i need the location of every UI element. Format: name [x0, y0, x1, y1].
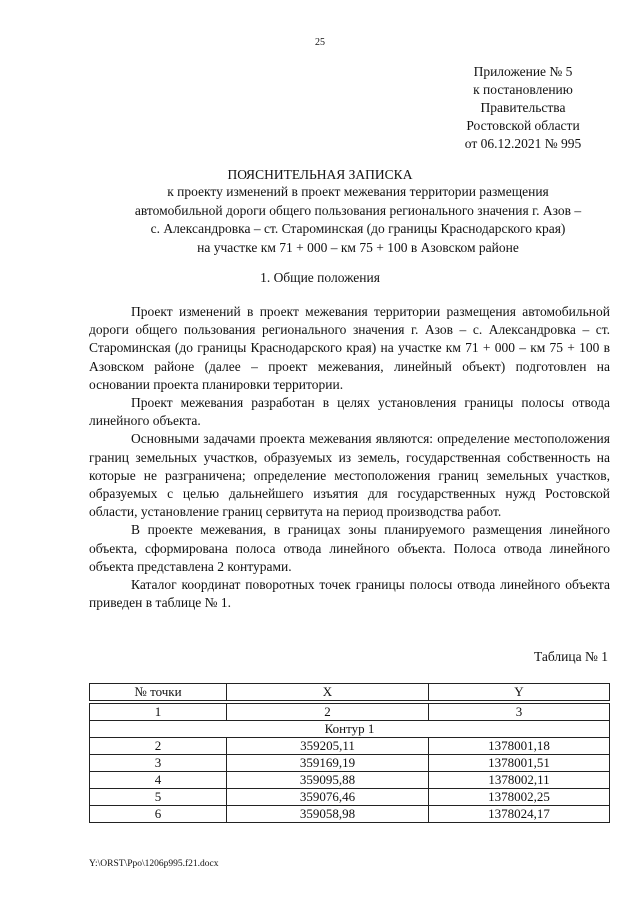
body-text: [89, 303, 610, 612]
paragraph: В проекте межевания, в границах зоны планируемого размещения линейного объекта, сформирована полоса отвода линейного объекта. Полоса отвода линейного объекта представлена 2 контурами.: [89, 522, 610, 574]
header-x: X: [227, 684, 429, 701]
y-cell: 1378002,11: [429, 772, 610, 789]
paragraph: Проект изменений в проект межевания территории размещения автомобильной дороги общего пользования регионального значения г. Азов – с. Александровка – ст. Староминская (до границы Краснодарского края) на участке км 71 + 000 – км 75 + 100 в Азовском районе (далее – проект межевания, линейный объект) подготовлен на основании проекта планировки территории.: [89, 304, 610, 392]
table-row: [90, 755, 610, 772]
point-number-cell: 3: [90, 755, 227, 772]
point-number-cell: 6: [90, 806, 227, 823]
table-row: [90, 789, 610, 806]
x-cell: 359076,46: [227, 789, 429, 806]
header-y: Y: [429, 684, 610, 701]
x-cell: 359095,88: [227, 772, 429, 789]
appendix-line: Ростовской области: [466, 118, 580, 133]
file-path-footer: Y:\ORST\Ppo\1206p995.f21.docx: [89, 859, 219, 869]
subtitle-line: на участке км 71 + 000 – км 75 + 100 в Азовском районе: [197, 239, 519, 255]
contour-row: [90, 721, 610, 738]
point-number-cell: 4: [90, 772, 227, 789]
contour-label: Контур 1: [90, 721, 610, 738]
table-row: [90, 738, 610, 755]
point-number-cell: 5: [90, 789, 227, 806]
point-number-cell: 2: [90, 738, 227, 755]
y-cell: 1378002,25: [429, 789, 610, 806]
appendix-line: от 06.12.2021 № 995: [464, 136, 582, 151]
table-row: [90, 806, 610, 823]
section-heading: 1. Общие положения: [260, 270, 380, 285]
coordinates-table: [89, 683, 610, 823]
table-caption: Таблица № 1: [534, 649, 608, 664]
x-cell: 359169,19: [227, 755, 429, 772]
appendix-block: [448, 63, 598, 153]
header-point-number: № точки: [90, 684, 227, 701]
numbering-cell: 1: [90, 704, 227, 721]
document-subtitle: [0, 183, 640, 257]
appendix-line: Приложение № 5: [473, 64, 573, 79]
table-row: [90, 772, 610, 789]
y-cell: 1378024,17: [429, 806, 610, 823]
page-number: 25: [315, 37, 325, 48]
paragraph: Проект межевания разработан в целях установления границы полосы отвода линейного объекта.: [89, 395, 610, 429]
subtitle-line: автомобильной дороги общего пользования регионального значения г. Азов –: [134, 202, 582, 218]
table-numbering-row: [90, 704, 610, 721]
document-title: ПОЯСНИТЕЛЬНАЯ ЗАПИСКА: [227, 167, 413, 182]
subtitle-line: с. Александровка – ст. Староминская (до границы Краснодарского края): [150, 221, 566, 237]
subtitle-line: к проекту изменений в проект межевания территории размещения: [167, 184, 549, 199]
paragraph: Основными задачами проекта межевания являются: определение местоположения границ земельных участков, образуемых из земель, государственная собственность на которые не разграничена; определение местоположения границ земельных участков, образуемых с целью дальнейшего изъятия для государственных нужд Ростовской области, установление границ сервитута на период производства работ.: [89, 431, 610, 520]
numbering-cell: 3: [429, 704, 610, 721]
paragraph: Каталог координат поворотных точек границы полосы отвода линейного объекта приведен в таблице № 1.: [89, 577, 610, 611]
appendix-line: Правительства: [480, 100, 566, 115]
y-cell: 1378001,51: [429, 755, 610, 772]
x-cell: 359058,98: [227, 806, 429, 823]
y-cell: 1378001,18: [429, 738, 610, 755]
table-header-row: [90, 684, 610, 701]
numbering-cell: 2: [227, 704, 429, 721]
appendix-line: к постановлению: [473, 82, 573, 97]
x-cell: 359205,11: [227, 738, 429, 755]
